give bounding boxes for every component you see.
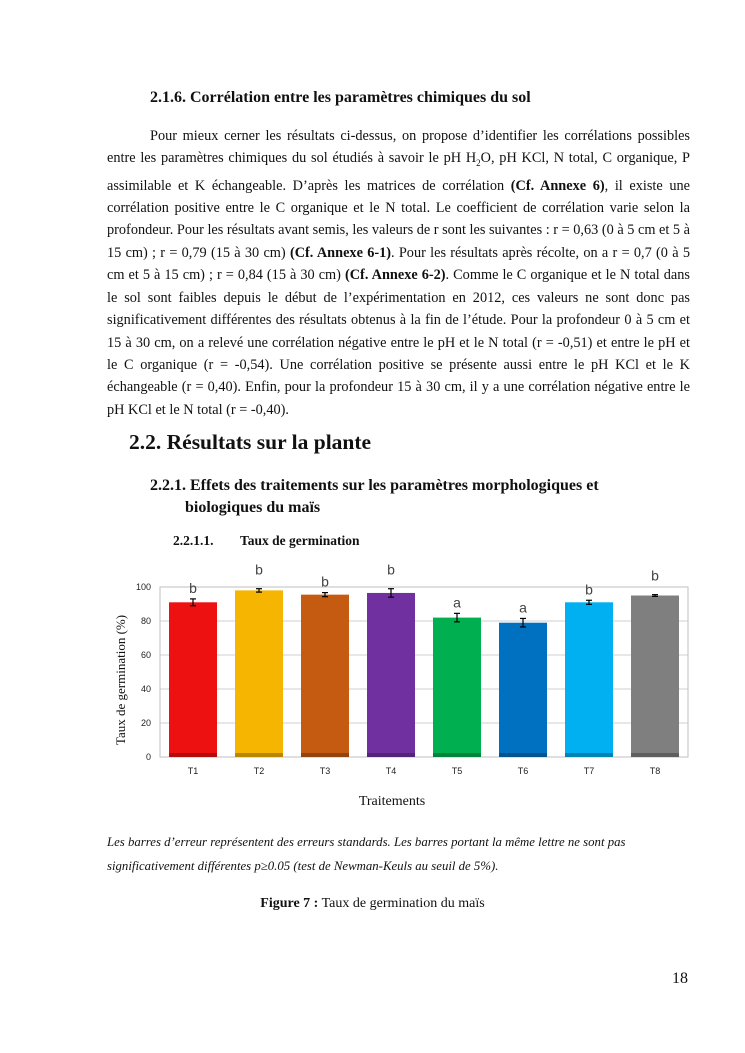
significance-letter-T4: b: [387, 561, 395, 578]
bar-T2: [235, 590, 283, 757]
x-tick-label-T2: T2: [253, 766, 265, 776]
x-tick-label-T6: T6: [517, 766, 529, 776]
section-heading-2-1-6: 2.1.6. Corrélation entre les paramètres chimiques du sol: [150, 89, 531, 106]
y-tick-label-100: 100: [135, 582, 151, 592]
para-text-2: O, pH KCl, N total, C organique, P assimilable et K échangeable. D’après les matrices de corrélation: [107, 150, 691, 194]
bar-base-T3: [301, 753, 349, 757]
germination-bar-chart: [0, 560, 745, 820]
y-tick-label-20: 20: [140, 718, 151, 728]
significance-letter-T7: b: [585, 581, 593, 598]
caption-line-1: Les barres d’erreur représentent des erreurs standards. Les barres portant la même lettre ne sont pas: [107, 835, 626, 849]
plot-area: [136, 562, 688, 776]
x-tick-label-T3: T3: [319, 766, 331, 776]
y-axis-label: Taux de germination (%): [113, 614, 128, 746]
significance-letter-T2: b: [255, 561, 263, 578]
x-tick-label-T4: T4: [385, 766, 397, 776]
annex-ref-6-1: (Cf. Annexe 6-1): [289, 244, 392, 261]
bar-base-T4: [367, 753, 415, 757]
section-heading-2-2: 2.2. Résultats sur la plante: [129, 430, 372, 454]
y-tick-label-0: 0: [145, 752, 151, 762]
bar-base-T2: [235, 753, 283, 757]
figure-label: Figure 7 :: [260, 896, 319, 911]
bar-base-T8: [631, 753, 679, 757]
heading-2-2-1-line2: biologiques du maïs: [185, 499, 321, 516]
section-heading-2-2-1-1: [173, 533, 360, 549]
para-text-4: . Pour les résultats après récolte, on a r = 0,7 (0 à 5 cm et 5 à 15 cm) ; r = 0,84 (15 à 30 cm): [107, 244, 690, 284]
correlation-paragraph: [107, 125, 690, 421]
bar-base-T1: [169, 753, 217, 757]
heading-2-2-1-1-title: Taux de germination: [240, 533, 360, 548]
bar-T7: [565, 602, 613, 757]
x-tick-label-T8: T8: [649, 766, 661, 776]
figure-title: Taux de germination du maïs: [318, 896, 485, 911]
para-text-5: . Comme le C organique et le N total dans le sol sont faibles depuis le début de l’expérimentation en 2012, ces valeurs ne sont donc pas significativement différentes des résultats obtenus à la fin de l’étude. Pour la profondeur 0 à 5 cm et 15 à 30 cm, on a relevé une corrélation négative entre le pH et le N total (r = -0,51) et entre le pH et le C organique (r = -0,54). Une corrélation positive se présente aussi entre le pH KCl et le K échangeable (r = 0,40). Enfin, pour la profondeur 15 à 30 cm, il y a une corrélation négative entre le pH KCl et le N total (r = -0,40).: [107, 267, 690, 418]
annex-ref-6: (Cf. Annexe 6): [510, 177, 605, 194]
x-tick-label-T1: T1: [187, 766, 199, 776]
bar-T1: [169, 602, 217, 757]
bar-T6: [499, 623, 547, 757]
y-tick-label-80: 80: [140, 616, 151, 626]
x-axis-label: Traitements: [358, 794, 426, 809]
y-tick-label-40: 40: [140, 684, 151, 694]
significance-letter-T6: a: [519, 599, 527, 616]
page-number: 18: [672, 970, 688, 987]
y-tick-label-60: 60: [140, 650, 151, 660]
heading-2-2-1-1-number: 2.2.1.1.: [173, 533, 214, 548]
bar-T5: [433, 618, 481, 757]
subscript-2: 2: [476, 158, 481, 169]
caption-line-2: significativement différentes p≥0.05 (test de Newman-Keuls au seuil de 5%).: [107, 859, 499, 873]
bar-base-T5: [433, 753, 481, 757]
bar-base-T6: [499, 753, 547, 757]
significance-letter-T1: b: [189, 579, 197, 596]
annex-ref-6-2: (Cf. Annexe 6-2): [344, 267, 446, 284]
section-heading-2-2-1: [150, 475, 670, 519]
figure-caption-note: [107, 830, 690, 878]
para-text-1: Pour mieux cerner les résultats ci-dessus, on propose d’identifier les corrélations possibles entre les paramètres chimiques du sol étudiés à savoir le pH H: [107, 128, 690, 167]
x-tick-label-T5: T5: [451, 766, 463, 776]
figure-caption: [0, 896, 745, 912]
heading-2-2-1-line1: 2.2.1. Effets des traitements sur les paramètres morphologiques et: [150, 477, 599, 494]
bar-T4: [367, 593, 415, 757]
significance-letter-T3: b: [321, 573, 329, 590]
bar-T3: [301, 595, 349, 757]
para-text-3: , il existe une corrélation positive entre le C organique et le N total. Le coefficient de corrélation varie selon la profondeur. Pour les résultats avant semis, les valeurs de r sont les suivantes : r = 0,63 (0 à 5 cm et 5 à 15 cm) ; r = 0,79 (15 à 30 cm): [107, 177, 691, 261]
bar-base-T7: [565, 753, 613, 757]
significance-letter-T8: b: [651, 567, 659, 584]
x-tick-label-T7: T7: [583, 766, 595, 776]
bar-T8: [631, 596, 679, 758]
significance-letter-T5: a: [453, 594, 461, 611]
